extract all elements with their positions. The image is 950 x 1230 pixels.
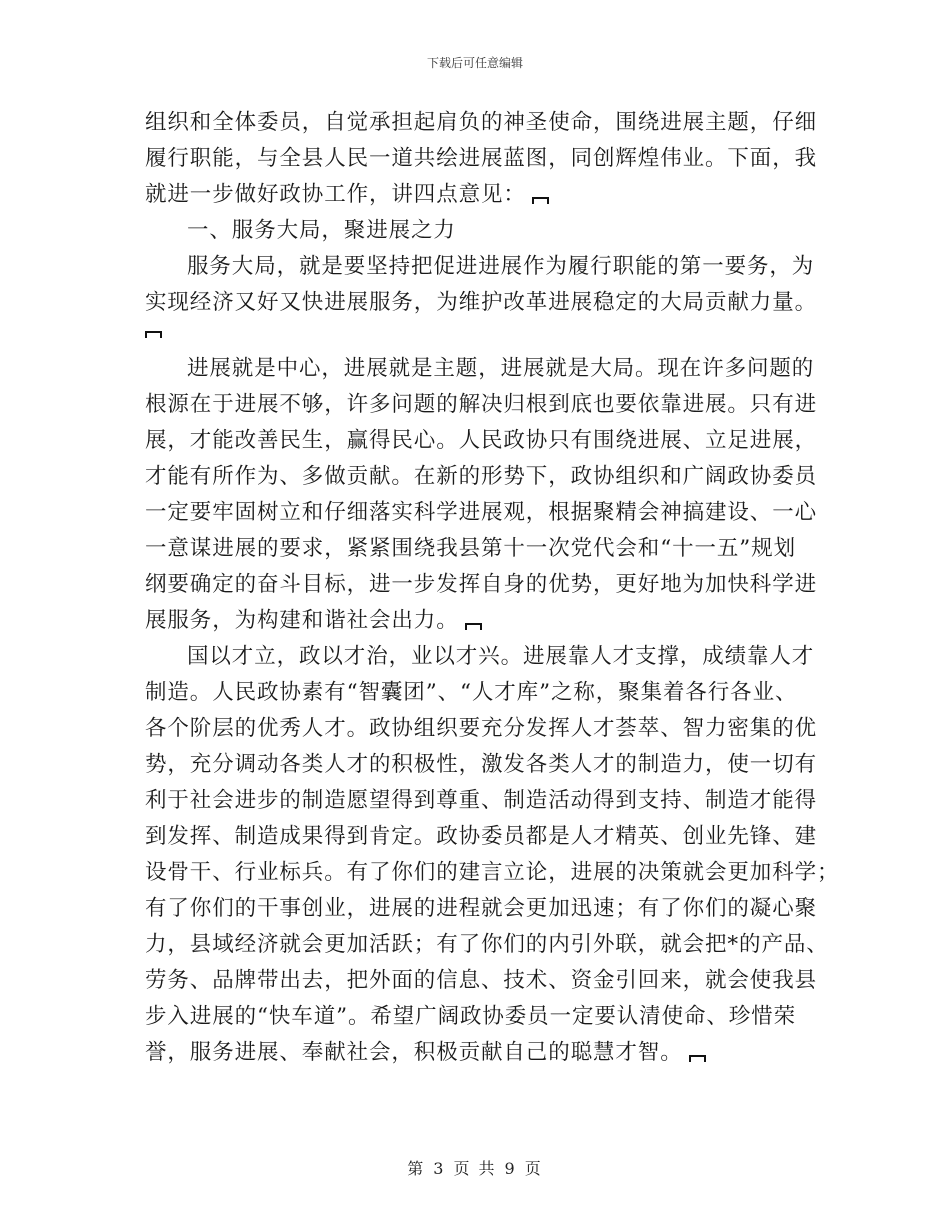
text-line: 到发挥、制造成果得到肯定。政协委员都是人才精英、创业先锋、建 [145,824,818,849]
paragraph-mark-line [145,321,805,351]
page-footer [0,1156,950,1179]
text-line: 设骨干、行业标兵。有了你们的建言立论，进展的决策就会更加科学； [145,860,840,885]
text-line-content: 就进一步做好政协工作，讲四点意见： [145,182,526,207]
text-line: 各个阶层的优秀人才。政协组织要充分发挥人才荟萃、智力密集的优 [145,716,818,741]
paragraph-mark-icon [689,1055,706,1062]
text-line: 展，才能改善民生，赢得民心。人民政协只有围绕进展、立足进展， [145,428,818,453]
text-line [145,177,805,213]
text-line: 步入进展的“快车道”。希望广阔政协委员一定要认清使命、珍惜荣 [145,1004,796,1029]
text-line: 纲要确定的奋斗目标，进一步发挥自身的优势，更好地为加快科学进 [145,572,818,597]
text-line-content: 誉，服务进展、奉献社会，积极贡献自己的聪慧才智。 [145,1040,683,1065]
text-line: 组织和全体委员，自觉承担起肩负的神圣使命，围绕进展主题，仔细 [145,110,818,135]
text-line-content: 展服务，为构建和谐社会出力。 [145,608,459,633]
footer-mid: 页 共 [453,1159,497,1178]
footer-prefix: 第 [407,1159,426,1178]
document-body [145,105,840,1071]
text-line: 服务大局，就是要坚持把促进进展作为履行职能的第一要务，为 [187,254,815,279]
text-line: 劳务、品牌带出去，把外面的信息、技术、资金引回来，就会使我县 [145,968,818,993]
section-heading: 一、服务大局，聚进展之力 [187,218,456,243]
text-line: 力，县域经济就会更加活跃；有了你们的内引外联，就会把*的产品、 [145,932,829,957]
text-line: 有了你们的干事创业，进展的进程就会更加迅速；有了你们的凝心聚 [145,896,818,921]
text-line: 国以才立，政以才治，业以才兴。进展靠人才支撑，成绩靠人才 [187,644,815,669]
paragraph-mark-icon [465,623,482,630]
footer-suffix: 页 [524,1159,543,1178]
paragraph-mark-icon [532,197,549,204]
text-line: 根源在于进展不够，许多问题的解决归根到底也要依靠进展。只有进 [145,392,818,417]
text-line: 履行职能，与全县人民一道共绘进展蓝图，同创辉煌伟业。下面，我 [145,146,818,171]
footer-page-number: 3 [433,1159,446,1178]
text-line: 势，充分调动各类人才的积极性，激发各类人才的制造力，使一切有 [145,752,818,777]
paragraph-mark-icon [145,331,162,338]
text-line: 一意谋进展的要求，紧紧围绕我县第十一次党代会和“十一五”规划 [145,536,796,561]
text-line: 实现经济又好又快进展服务，为维护改革进展稳定的大局贡献力量。 [145,290,818,315]
text-line: 制造。人民政协素有“智囊团”、“人才库”之称，聚集着各行各业、 [145,680,798,705]
text-line: 进展就是中心，进展就是主题，进展就是大局。现在许多问题的 [187,356,815,381]
text-line: 一定要牢固树立和仔细落实科学进展观，根据聚精会神搞建设、一心 [145,500,818,525]
text-line: 利于社会进步的制造愿望得到尊重、制造活动得到支持、制造才能得 [145,788,818,813]
page-header-note: 下载后可任意编辑 [426,56,523,70]
footer-total-pages: 9 [504,1159,517,1178]
text-line [145,603,805,639]
text-line [145,1035,805,1071]
text-line: 才能有所作为、多做贡献。在新的形势下，政协组织和广阔政协委员 [145,464,818,489]
